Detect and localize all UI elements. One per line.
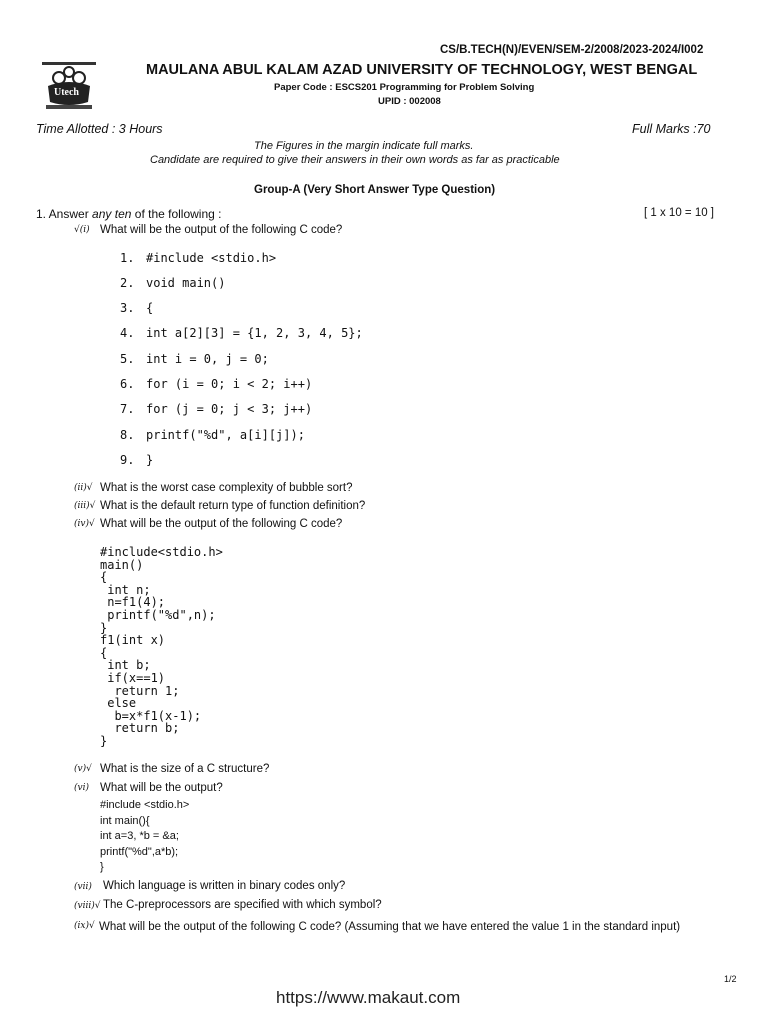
candidate-note: Candidate are required to give their answers in their own words as far as practicable <box>150 154 560 166</box>
group-title: Group-A (Very Short Answer Type Question) <box>254 184 496 196</box>
q6-mark: (vi) <box>74 783 89 793</box>
q7-mark: (vii) <box>74 882 92 892</box>
logo-text: Utech <box>54 87 79 98</box>
question-3: What is the default return type of function definition? <box>100 500 366 512</box>
q2-tick-mark: (ii)√ <box>74 483 93 493</box>
q3-tick-mark: (iii)√ <box>74 501 96 511</box>
q1-code-line-5: 5. int i = 0, j = 0; <box>120 352 269 366</box>
time-allotted: Time Allotted : 3 Hours <box>36 122 163 136</box>
q1-code-line-4: 4. int a[2][3] = {1, 2, 3, 4, 5}; <box>120 326 363 340</box>
q1-code-line-2: 2. void main() <box>120 276 226 290</box>
university-name: MAULANA ABUL KALAM AZAD UNIVERSITY OF TECHNOLOGY, WEST BENGAL <box>146 62 698 78</box>
source-url[interactable]: https://www.makaut.com <box>276 988 461 1007</box>
question-1: What will be the output of the following C code? <box>100 224 343 236</box>
q1-code-line-3: 3. { <box>120 301 154 315</box>
paper-code: Paper Code : ESCS201 Programming for Problem Solving <box>274 82 535 93</box>
question-2: What is the worst case complexity of bubble sort? <box>100 482 353 494</box>
instruction-emphasis: any ten <box>92 207 132 221</box>
q6-code-block: #include <stdio.h> int main(){ int a=3, *b = &a; printf("%d",a*b); } <box>100 799 190 873</box>
q1-code-line-9: 9. } <box>120 453 154 467</box>
q5-tick-mark: (v)√ <box>74 764 92 774</box>
logo-emblem-icon <box>38 58 100 114</box>
instruction-prefix: 1. Answer <box>36 207 89 221</box>
question-4: What will be the output of the following C code? <box>100 518 343 530</box>
q4-tick-mark: (iv)√ <box>74 519 95 529</box>
full-marks: Full Marks :70 <box>632 122 711 136</box>
q1-tick-mark: √(i) <box>74 225 90 235</box>
q1-code-line-7: 7. for (j = 0; j < 3; j++) <box>120 402 313 416</box>
university-logo <box>38 58 100 114</box>
instruction-suffix: of the following : <box>134 207 222 221</box>
margin-note: The Figures in the margin indicate full marks. <box>254 140 474 152</box>
upid: UPID : 002008 <box>378 96 441 107</box>
page-number: 1/2 <box>724 974 737 984</box>
q9-tick-mark: (ix)√ <box>74 921 95 931</box>
q1-code-line-1: 1. #include <stdio.h> <box>120 251 277 265</box>
q8-tick-mark: (viii)√ <box>74 901 101 911</box>
q4-code-block: #include<stdio.h> main() { int n; n=f1(4); printf("%d",n); } f1(int x) { int b; if(x==1) return 1; else b=x*f1(x-1); return b; } <box>100 545 223 748</box>
question-5: What is the size of a C structure? <box>100 763 270 775</box>
question-8: The C-preprocessors are specified with which symbol? <box>103 899 382 911</box>
question-7: Which language is written in binary codes only? <box>103 880 346 892</box>
q1-code-line-6: 6. for (i = 0; i < 2; i++) <box>120 377 313 391</box>
q1-code-line-8: 8. printf("%d", a[i][j]); <box>120 428 305 442</box>
group-instruction <box>36 207 221 221</box>
question-9: What will be the output of the following C code? (Assuming that we have entered the value 1 in the standard input) <box>99 921 681 933</box>
group-marks: [ 1 x 10 = 10 ] <box>644 207 715 219</box>
question-6: What will be the output? <box>100 782 223 794</box>
paper-ref-code: CS/B.TECH(N)/EVEN/SEM-2/2008/2023-2024/I002 <box>440 44 704 56</box>
